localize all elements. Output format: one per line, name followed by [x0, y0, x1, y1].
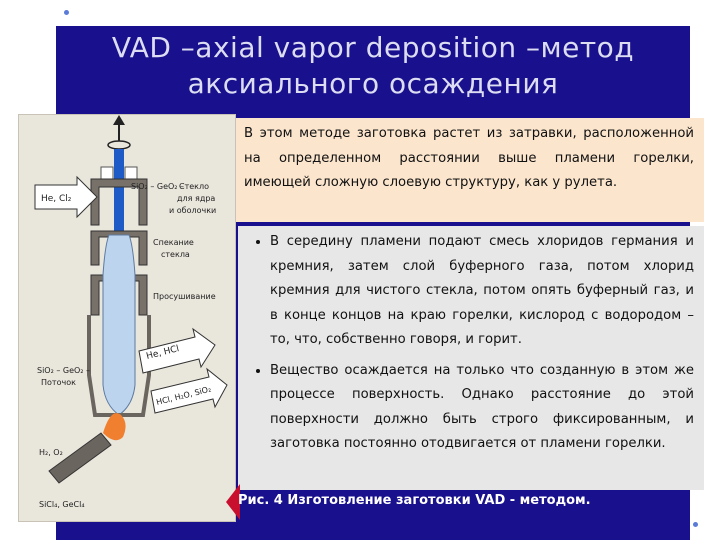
- label-h2-o2: H₂, O₂: [39, 448, 63, 457]
- bullet-text-box: [238, 226, 704, 490]
- label-sintering: Спекание: [153, 238, 194, 247]
- label-glass: Стекло: [179, 182, 210, 191]
- vad-diagram-svg: [19, 115, 235, 521]
- bullet-item: • В середину пламени подают смесь хлоридов германия и кремния, затем слой буферного газа, потом хлорид кремния для чистого стекла, потом опять буферный газ, и в конце концов на краю горелки, кислород с водородом – то, что, собственно говоря, и горит.: [270, 230, 694, 353]
- burner: [49, 433, 111, 483]
- intro-text-box: [236, 118, 704, 222]
- bullet-list: [238, 226, 704, 457]
- decor-dot: [64, 10, 69, 15]
- label-he-cl2: He, Cl₂: [41, 194, 72, 204]
- label-for-core: для ядра: [177, 194, 216, 203]
- flame: [103, 413, 126, 440]
- label-sintering-glass: стекла: [161, 250, 190, 259]
- label-sio2-geo2-top: SiO₂ – GeO₂ –: [131, 182, 185, 191]
- caption-prefix: Рис.: [238, 493, 270, 508]
- decor-dot: [693, 522, 698, 527]
- figure-caption: [238, 492, 598, 509]
- rotation-arrow-icon: [108, 115, 130, 149]
- window-left: [101, 167, 113, 179]
- intro-paragraph: В этом методе заготовка растет из затравки, расположенной на определенном расстоянии выше пламени горелки, имеющей сложную слоевую структуру, как у рулета.: [244, 126, 694, 190]
- label-exhaust: HCl, H₂O, SiO₂: [155, 384, 213, 407]
- label-and-cladding: и оболочки: [169, 206, 217, 215]
- window-right: [125, 167, 137, 179]
- vad-diagram: [18, 114, 236, 522]
- label-stream: Поточок: [41, 378, 76, 387]
- caption-text: 4 Изготовление заготовки VAD - методом.: [269, 493, 591, 508]
- label-sicl4: SiCl₄, GeCl₄: [39, 500, 85, 509]
- label-he-hcl: He, HCl: [145, 344, 181, 362]
- bullet-item: • Вещество осаждается на только что созданную в этом же процессе поверхность. Однако расстояние до этой поверхности должно быть строго фиксированным, и заготовка постоянно отодвигается от пламени горелки.: [270, 359, 694, 457]
- label-sio2-geo2-mid: SiO₂ – GeO₂ –: [37, 366, 91, 375]
- label-drying: Просушивание: [153, 292, 216, 301]
- slide-title: VAD –axial vapor deposition –метод аксиального осаждения: [111, 31, 635, 100]
- preform: [103, 235, 135, 415]
